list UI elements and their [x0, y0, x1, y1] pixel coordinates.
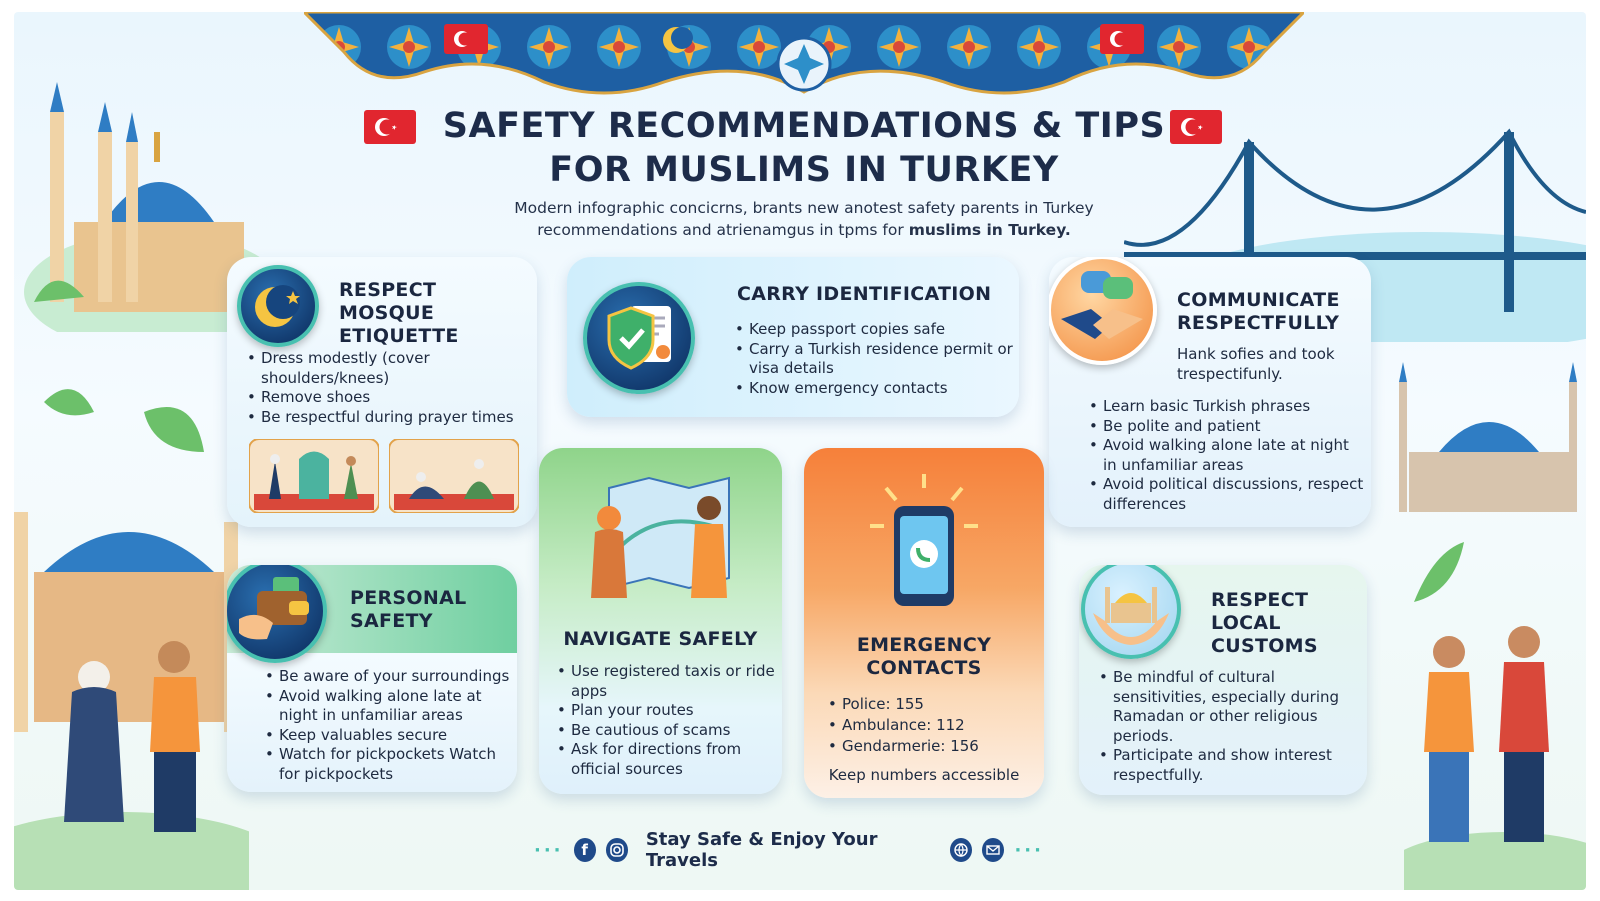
list-item: • Police: 155 — [826, 694, 1026, 715]
handshake-speech-icon — [1049, 257, 1157, 365]
list-item: • Be mindful of cultural sensitivities, especially during Ramadan or other religious periods. — [1097, 668, 1362, 746]
map-travelers-icon — [579, 468, 744, 608]
list-item: • Gendarmerie: 156 — [826, 736, 1026, 757]
list-item: • Ask for directions from official sources — [555, 740, 777, 779]
list-item: • Be respectful during prayer times — [245, 408, 525, 428]
card-title — [1211, 589, 1318, 658]
list-item: • Avoid walking alone late at night in unfamiliar areas — [263, 687, 513, 726]
card-mosque-etiquette — [227, 257, 537, 527]
instagram-icon[interactable] — [606, 838, 628, 862]
card-title: CARRY IDENTIFICATION — [737, 283, 992, 305]
card-title-line: RESPECT — [1211, 589, 1309, 611]
card-intro: Hank sofies and took trespectifunly. — [1177, 345, 1335, 383]
bullet-list — [1087, 397, 1367, 514]
card-title: NAVIGATE SAFELY — [563, 628, 758, 650]
list-item: • Be aware of your surroundings — [263, 667, 513, 687]
card-title-line: RESPECT MOSQUE — [339, 279, 437, 324]
card-title — [339, 279, 537, 348]
prayer-illustration — [389, 439, 519, 513]
bullet-list — [1097, 668, 1362, 785]
card-emergency-contacts — [804, 448, 1044, 798]
footer — [534, 829, 1044, 871]
emergency-note: Keep numbers accessible — [828, 766, 1020, 784]
couple-travelers-illustration-right — [1404, 612, 1586, 890]
bullet-list — [245, 349, 525, 427]
card-respect-local-customs — [1079, 565, 1367, 795]
list-item: • Ambulance: 112 — [826, 715, 1026, 736]
subtitle-line-2 — [444, 219, 1164, 241]
card-title-line: EMERGENCY — [856, 634, 992, 656]
facebook-icon[interactable]: f — [574, 838, 596, 862]
crescent-star-icon — [237, 265, 319, 347]
dots-decoration: ··· — [534, 839, 564, 861]
list-item: • Be polite and patient — [1087, 417, 1367, 437]
globe-icon[interactable] — [950, 838, 972, 862]
list-item: • Watch for pickpockets Watch for pickpockets — [263, 745, 513, 784]
leaf-decoration — [1404, 532, 1504, 612]
mail-icon[interactable] — [982, 838, 1004, 862]
card-communicate-respectfully — [1049, 257, 1371, 527]
footer-text: Stay Safe & Enjoy Your Travels — [645, 829, 878, 871]
card-title-line: CONTACTS — [866, 657, 982, 679]
card-title — [350, 587, 466, 633]
list-item: • Participate and show interest respectfully. — [1097, 746, 1362, 785]
card-title-line: RESPECTFULLY — [1177, 312, 1340, 334]
flag-icon — [444, 24, 488, 54]
dots-decoration: ··· — [1014, 839, 1044, 861]
list-item: • Dress modestly (cover shoulders/knees) — [245, 349, 525, 388]
page-subtitle — [444, 197, 1164, 241]
card-carry-identification — [567, 257, 1019, 417]
card-personal-safety — [227, 565, 517, 792]
mosque-travelers-illustration-left — [14, 492, 249, 890]
card-title-line: SAFETY — [350, 610, 433, 632]
shield-document-icon — [583, 282, 695, 394]
page-title — [394, 104, 1214, 192]
subtitle-line-2-bold: muslims in Turkey. — [908, 221, 1071, 239]
card-title-line: LOCAL — [1211, 612, 1281, 634]
list-item: • Keep valuables secure — [263, 726, 513, 746]
card-navigate-safely — [539, 448, 782, 794]
card-title — [804, 634, 1044, 680]
list-item: • Keep passport copies safe — [733, 320, 1013, 340]
bullet-list — [555, 662, 777, 779]
mosque-illustration-right — [1389, 362, 1586, 522]
title-line-1: SAFETY RECOMMENDATIONS & TIPS — [442, 106, 1166, 146]
card-title — [1177, 289, 1340, 335]
mosque-hands-icon — [1081, 565, 1181, 659]
list-item: • Plan your routes — [555, 701, 777, 721]
card-title-line: COMMUNICATE — [1177, 289, 1340, 311]
card-title-line: CUSTOMS — [1211, 635, 1318, 657]
subtitle-line-1: Modern infographic concicrns, brants new anotest safety parents in Turkey — [514, 199, 1094, 217]
list-item: • Avoid walking alone late at night in unfamiliar areas — [1087, 436, 1367, 475]
card-title-line: PERSONAL — [350, 587, 467, 609]
mosque-visit-illustration — [249, 439, 379, 513]
infographic-canvas — [14, 12, 1586, 890]
title-line-2: FOR MUSLIMS IN TURKEY — [549, 150, 1059, 190]
star-pattern-icon — [778, 38, 830, 90]
flag-icon — [1100, 24, 1144, 54]
subtitle-line-2-plain: recommendations and atrienamgus in tpms for — [537, 221, 909, 239]
wallet-hand-icon — [227, 565, 327, 663]
list-item: • Carry a Turkish residence permit or visa details — [733, 340, 1013, 379]
list-item: • Use registered taxis or ride apps — [555, 662, 777, 701]
list-item: • Avoid political discussions, respect differences — [1087, 475, 1367, 514]
bullet-list — [263, 667, 513, 784]
card-title-line: ETIQUETTE — [339, 325, 459, 347]
list-item: • Be cautious of scams — [555, 721, 777, 741]
phone-call-icon — [864, 470, 984, 610]
leaf-decoration — [34, 362, 214, 472]
list-item: • Learn basic Turkish phrases — [1087, 397, 1367, 417]
list-item: • Know emergency contacts — [733, 379, 1013, 399]
bullet-list — [826, 694, 1026, 757]
list-item: • Remove shoes — [245, 388, 525, 408]
ottoman-pattern-banner — [304, 12, 1304, 104]
bullet-list — [733, 320, 1013, 398]
